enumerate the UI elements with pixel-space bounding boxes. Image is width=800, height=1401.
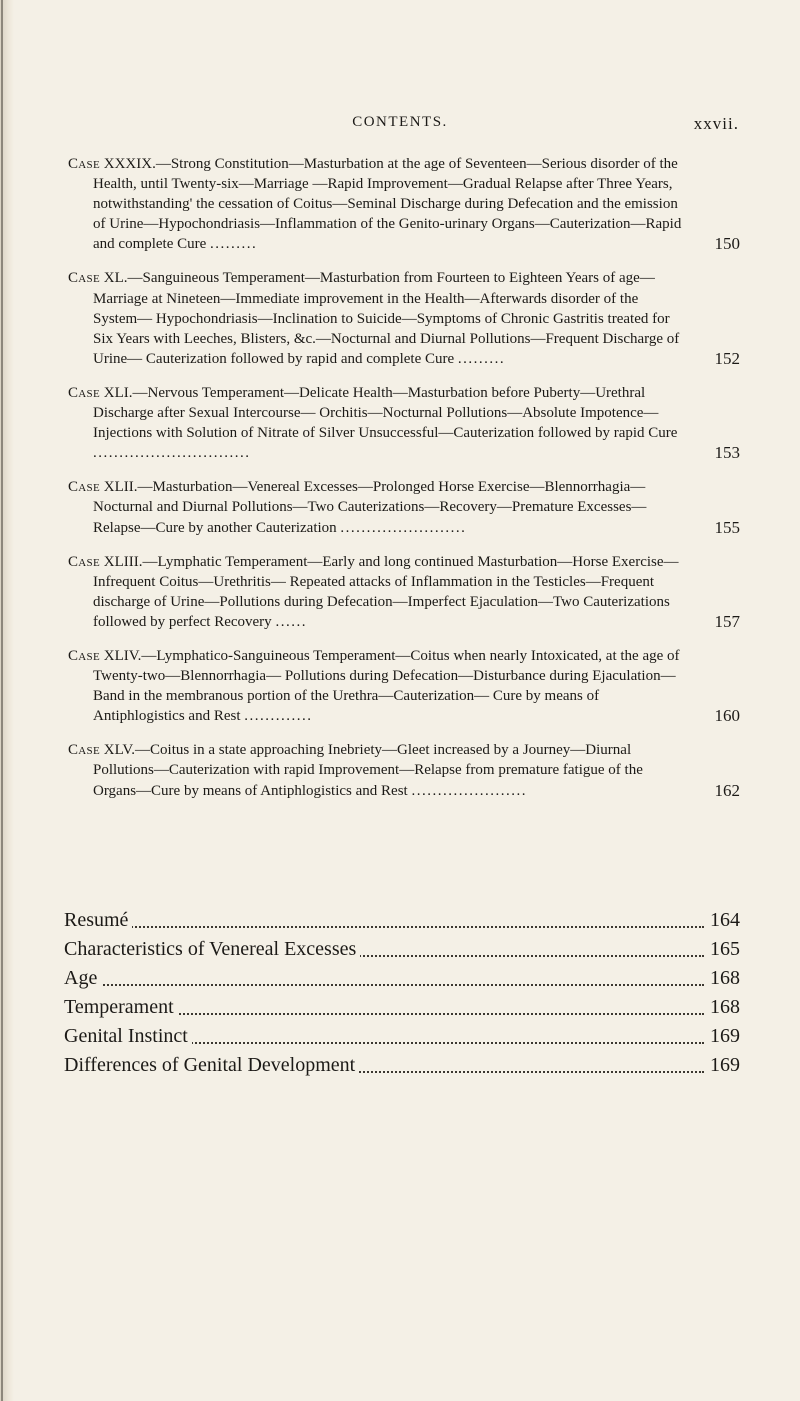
case-label: Case	[68, 742, 100, 759]
case-label: Case	[68, 156, 100, 172]
toc-section-entry	[64, 1051, 744, 1080]
section-page-number: 168	[706, 993, 740, 1022]
page-edge-line	[1, 0, 3, 1401]
toc-case-entry	[68, 383, 744, 463]
section-title: Genital Instinct	[64, 1025, 192, 1047]
case-list	[68, 154, 744, 815]
section-title: Age	[64, 967, 101, 989]
case-number: XLV.	[103, 742, 136, 759]
section-list	[64, 906, 744, 1080]
case-label: Case	[68, 479, 100, 496]
section-title: Resumé	[64, 909, 132, 931]
case-page-number: 160	[714, 706, 740, 726]
toc-case-entry	[68, 477, 744, 537]
case-page-number: 152	[714, 348, 740, 368]
page-title: CONTENTS.	[352, 114, 448, 130]
toc-section-entry	[64, 935, 744, 964]
case-description: —Strong Constitution—Masturbation at the age of Seventeen—Serious disorder of the Health, until Twenty-six—Marriage —Rapid Improvement—Gradual Relapse after Three Years, notwithstanding' the cessation of Coitus—Seminal Discharge during Defecation and the emission of Urine—Hypochondriasis—Inflammation of the Genito-urinary Organs—Cauterization—Rapid and complete Cure	[93, 156, 682, 253]
case-label: Case	[68, 384, 100, 401]
leader-dots	[64, 924, 704, 928]
section-page-number: 169	[706, 1022, 740, 1051]
case-label: Case	[68, 553, 100, 570]
toc-section-entry	[64, 993, 744, 1022]
page-number: xxvii.	[693, 114, 739, 133]
case-description: —Lymphatic Temperament—Early and long continued Masturbation—Horse Exercise—Infrequent Coitus—Urethritis— Repeated attacks of Inflammation in the Testicles—Frequent discharge of Urine—Pollutions during Defecation—Imperfect Ejaculation—Two Cauterizations followed by perfect Recovery	[93, 553, 679, 630]
case-page-number: 155	[714, 517, 740, 537]
case-page-number: 162	[714, 780, 740, 800]
case-page-number: 153	[714, 443, 740, 463]
toc-section-entry	[64, 1022, 744, 1051]
case-number: XLIV.	[103, 647, 142, 664]
case-number: XLII.	[103, 479, 138, 496]
case-page-number: 150	[714, 234, 740, 254]
toc-case-entry	[68, 154, 744, 254]
case-label: Case	[68, 647, 100, 664]
case-description: —Lymphatico-Sanguineous Temperament—Coitus when nearly Intoxicated, at the age of Twenty-two—Blennorrhagia— Pollutions during Defecation—Disturbance during Ejaculation— Band in the membranous portion of the Urethra—Cauterization— Cure by means of Antiphlogistics and Rest	[93, 647, 680, 725]
leader-dots	[64, 982, 704, 986]
case-description: —Masturbation—Venereal Excesses—Prolonged Horse Exercise—Blennorrhagia—Nocturnal and Diurnal Pollutions—Two Cauterizations—Recovery—Premature Excesses—Relapse—Cure by another Cauterization	[93, 479, 647, 536]
case-label: Case	[68, 270, 100, 287]
toc-case-entry	[68, 646, 744, 726]
section-page-number: 168	[706, 964, 740, 993]
leader-dots: ......................	[411, 782, 527, 799]
case-description: —Sanguineous Temperament—Masturbation from Fourteen to Eighteen Years of age—Marriage at Nineteen—Immediate improvement in the Health—Afterwards disorder of the System— Hypochondriasis—Inclination to Suicide—Symptoms of Chronic Gastritis treated for Six Years with Leeches, Blisters, &c.—Nocturnal and Diurnal Pollutions—Frequent Discharge of Urine— Cauterization followed by rapid and complete Cure	[93, 270, 680, 367]
section-title: Temperament	[64, 996, 178, 1018]
section-title: Characteristics of Venereal Excesses	[64, 938, 360, 960]
toc-case-entry	[68, 552, 744, 632]
leader-dots: .........	[210, 236, 258, 253]
section-title: Differences of Genital Development	[64, 1054, 359, 1076]
leader-dots: ......	[275, 613, 307, 630]
toc-case-entry	[68, 740, 744, 800]
leader-dots: .........	[457, 350, 506, 367]
section-page-number: 169	[706, 1051, 740, 1080]
running-head	[0, 114, 800, 138]
case-number: XL.	[103, 270, 128, 287]
case-number: XLIII.	[103, 553, 143, 570]
case-number: XXXIX.	[103, 156, 156, 172]
section-page-number: 165	[706, 935, 740, 964]
toc-case-entry	[68, 268, 744, 368]
case-number: XLI.	[103, 384, 133, 401]
section-page-number: 164	[706, 906, 740, 935]
leader-dots: .............	[244, 708, 313, 725]
leader-dots: ..............................	[93, 445, 251, 462]
leader-dots: ........................	[340, 519, 467, 536]
toc-section-entry	[64, 964, 744, 993]
case-description: —Nervous Temperament—Delicate Health—Masturbation before Puberty—Urethral Discharge after Sexual Intercourse— Orchitis—Nocturnal Pollutions—Absolute Impotence—Injections with Solution of Nitrate of Silver Unsuccessful—Cauterization followed by rapid Cure	[93, 384, 678, 442]
toc-section-entry	[64, 906, 744, 935]
case-description: —Coitus in a state approaching Inebriety—Gleet increased by a Journey—Diurnal Pollutions—Cauterization with rapid Improvement—Relapse from premature fatigue of the Organs—Cure by means of Antiphlogistics and Rest	[93, 742, 643, 799]
case-page-number: 157	[714, 611, 740, 631]
